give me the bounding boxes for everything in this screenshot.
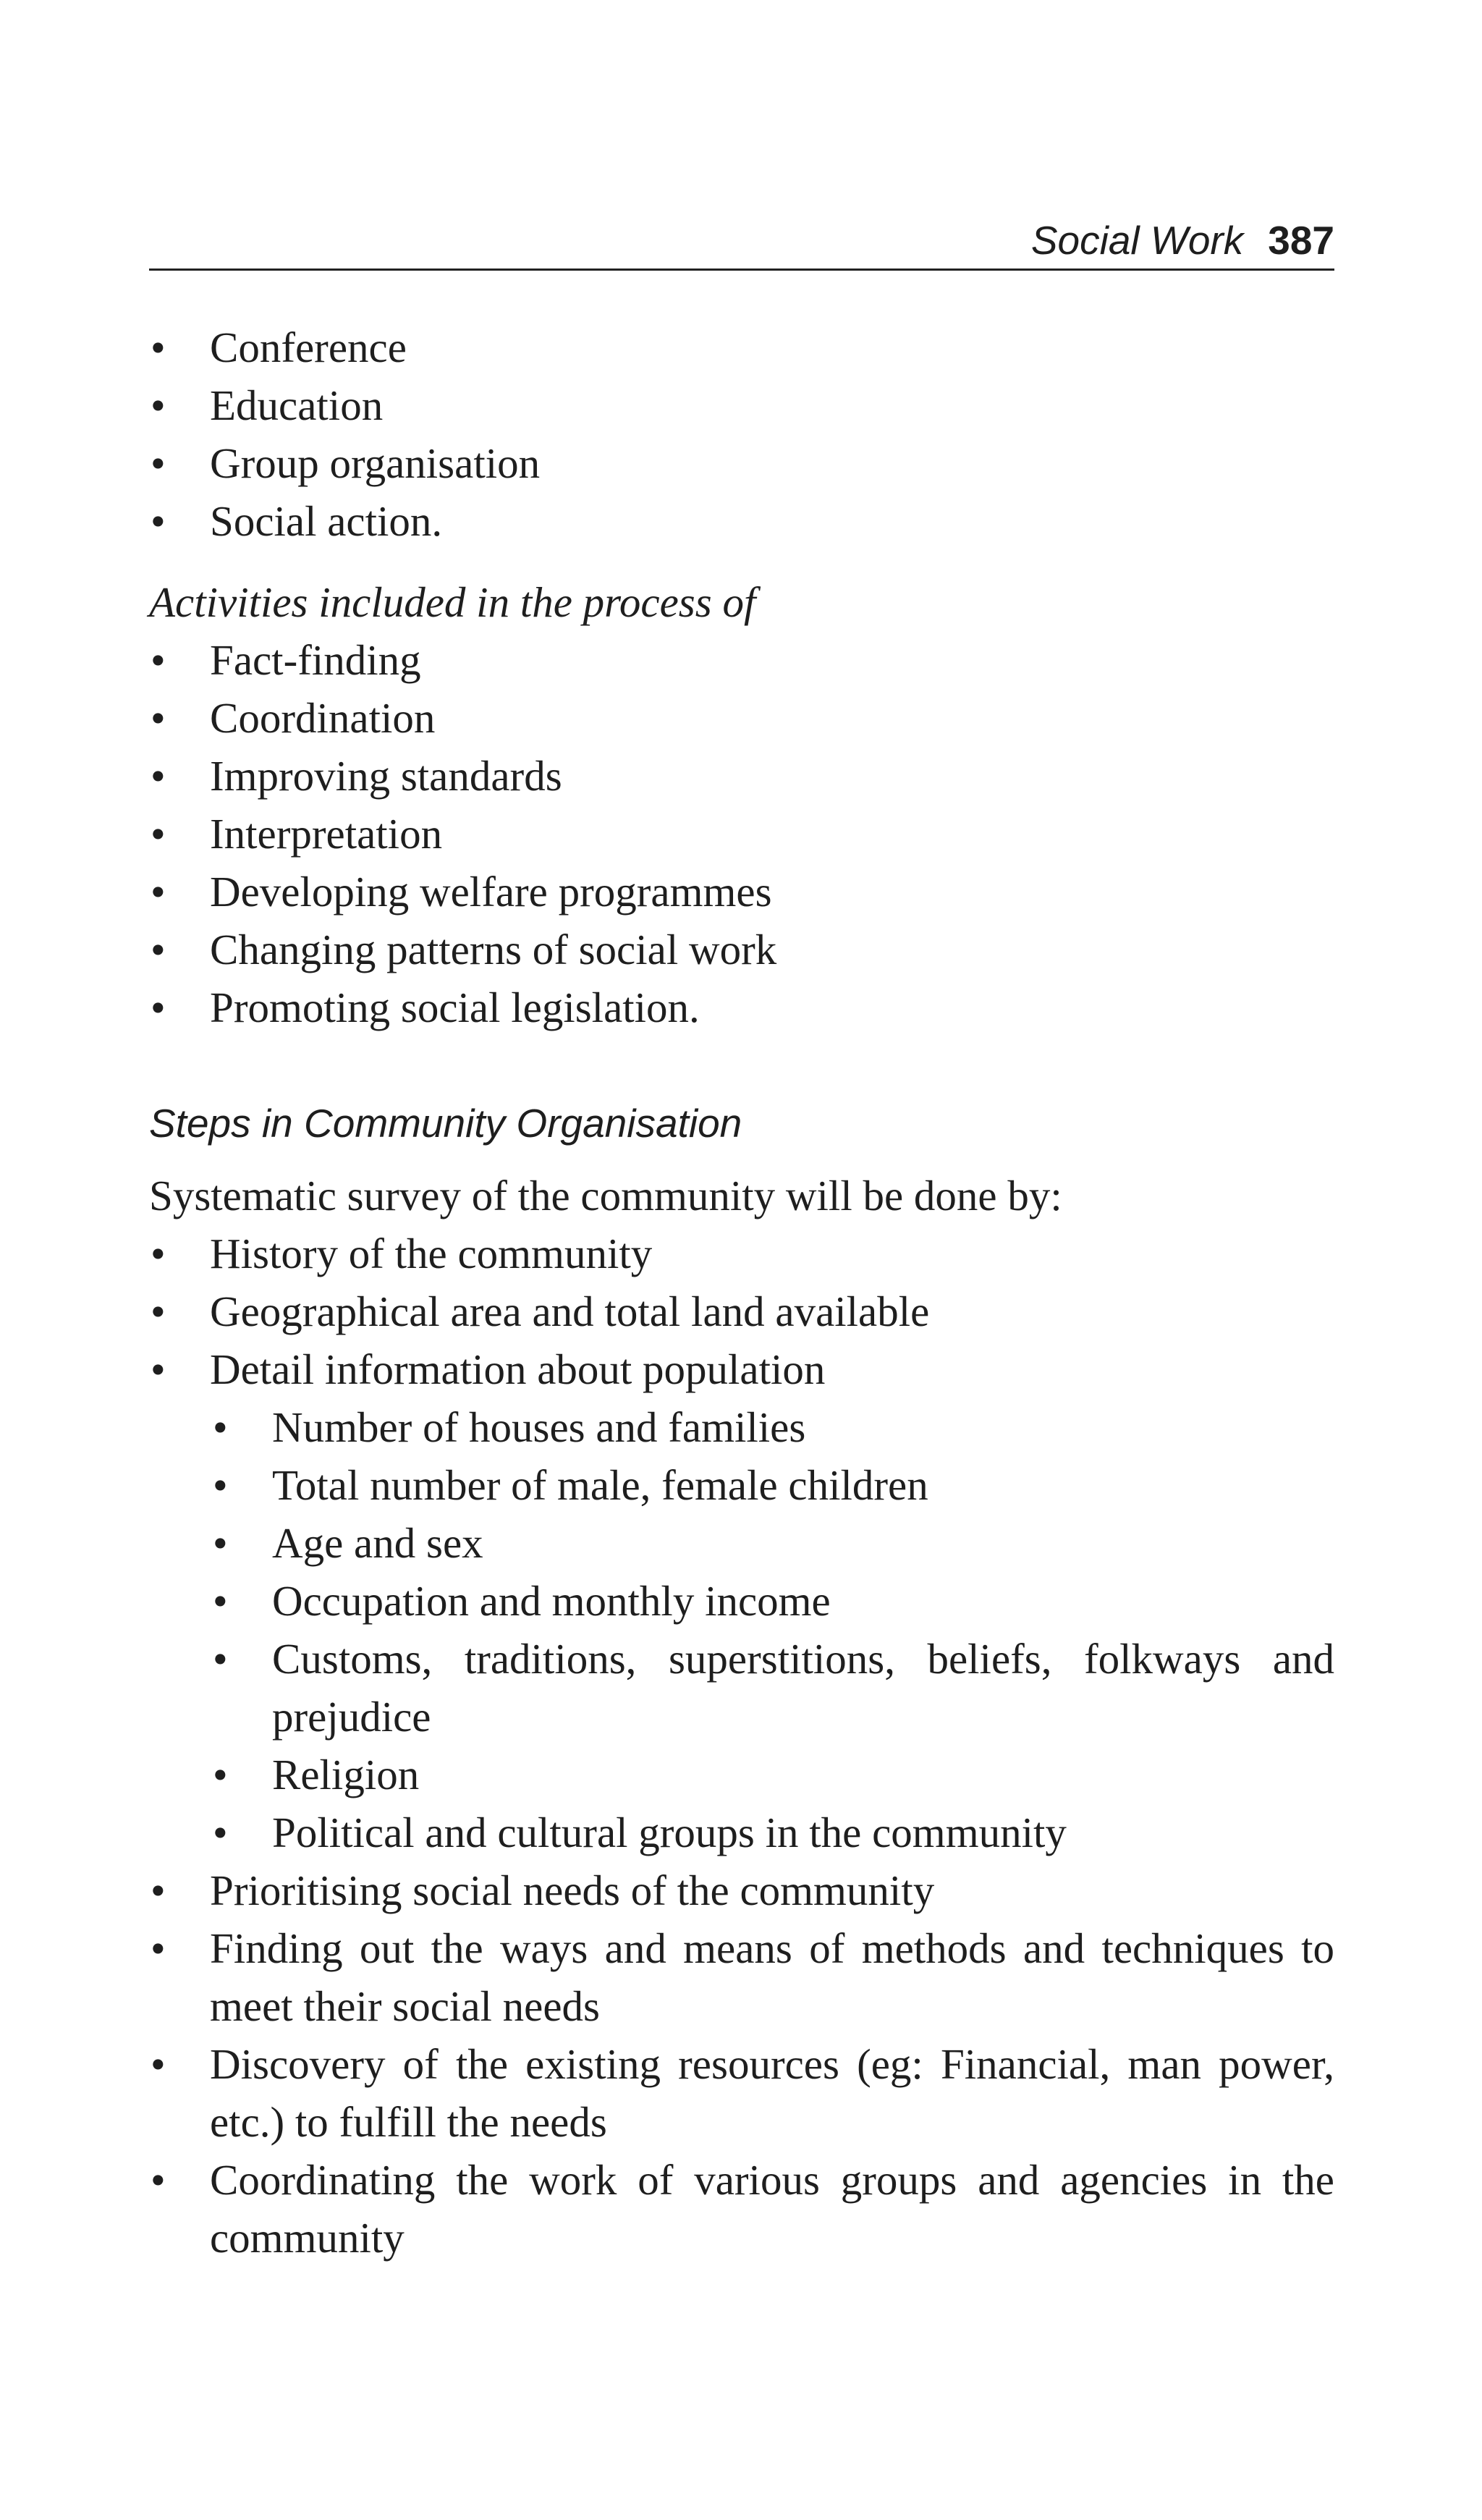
running-head [149,210,1334,271]
list-item: • Finding out the ways and means of methods and techniques to meet their social needs [149,1919,1334,2035]
list-item: • Group organisation [149,434,1334,492]
list-item: • Improving standards [149,747,1334,805]
sub-list-item: • Number of houses and families [149,1398,1334,1456]
list-item: • Prioritising social needs of the community [149,1861,1334,1919]
sub-list-item: • Occupation and monthly income [149,1572,1334,1630]
activities-label: Activities included in the process of [149,578,756,626]
running-head-section-title: Social Work [1030,218,1244,263]
list-item: • Changing patterns of social work [149,921,1334,978]
methods-list [149,318,1334,550]
list-item: • Promoting social legislation. [149,978,1334,1036]
sub-list-item: • Total number of male, female children [149,1456,1334,1514]
list-item: • Coordination [149,689,1334,747]
sub-list-item: • Political and cultural groups in the community [149,1804,1334,1861]
survey-list [149,1225,1334,2267]
list-item: • Fact-finding [149,631,1334,689]
section-heading: Steps in Community Organisation [149,1101,742,1146]
sub-list-item: • Age and sex [149,1514,1334,1572]
list-item: • Developing welfare programmes [149,863,1334,921]
list-item: • History of the community [149,1225,1334,1282]
page-number: 387 [1268,218,1334,263]
list-item: • Education [149,376,1334,434]
list-item: • Interpretation [149,805,1334,863]
survey-intro: Systematic survey of the community will be done by: [149,1172,1062,1219]
list-item: • Detail information about population [149,1340,1334,1398]
list-item: • Social action. [149,492,1334,550]
activities-list [149,631,1334,1036]
list-item: • Coordinating the work of various groups and agencies in the community [149,2151,1334,2267]
list-item: • Geographical area and total land available [149,1282,1334,1340]
list-item: • Discovery of the existing resources (eg: Financial, man power, etc.) to fulfill the needs [149,2035,1334,2151]
sub-list-item: • Religion [149,1746,1334,1804]
list-item: • Conference [149,318,1334,376]
sub-list-item: • Customs, traditions, superstitions, beliefs, folkways and prejudice [149,1630,1334,1746]
